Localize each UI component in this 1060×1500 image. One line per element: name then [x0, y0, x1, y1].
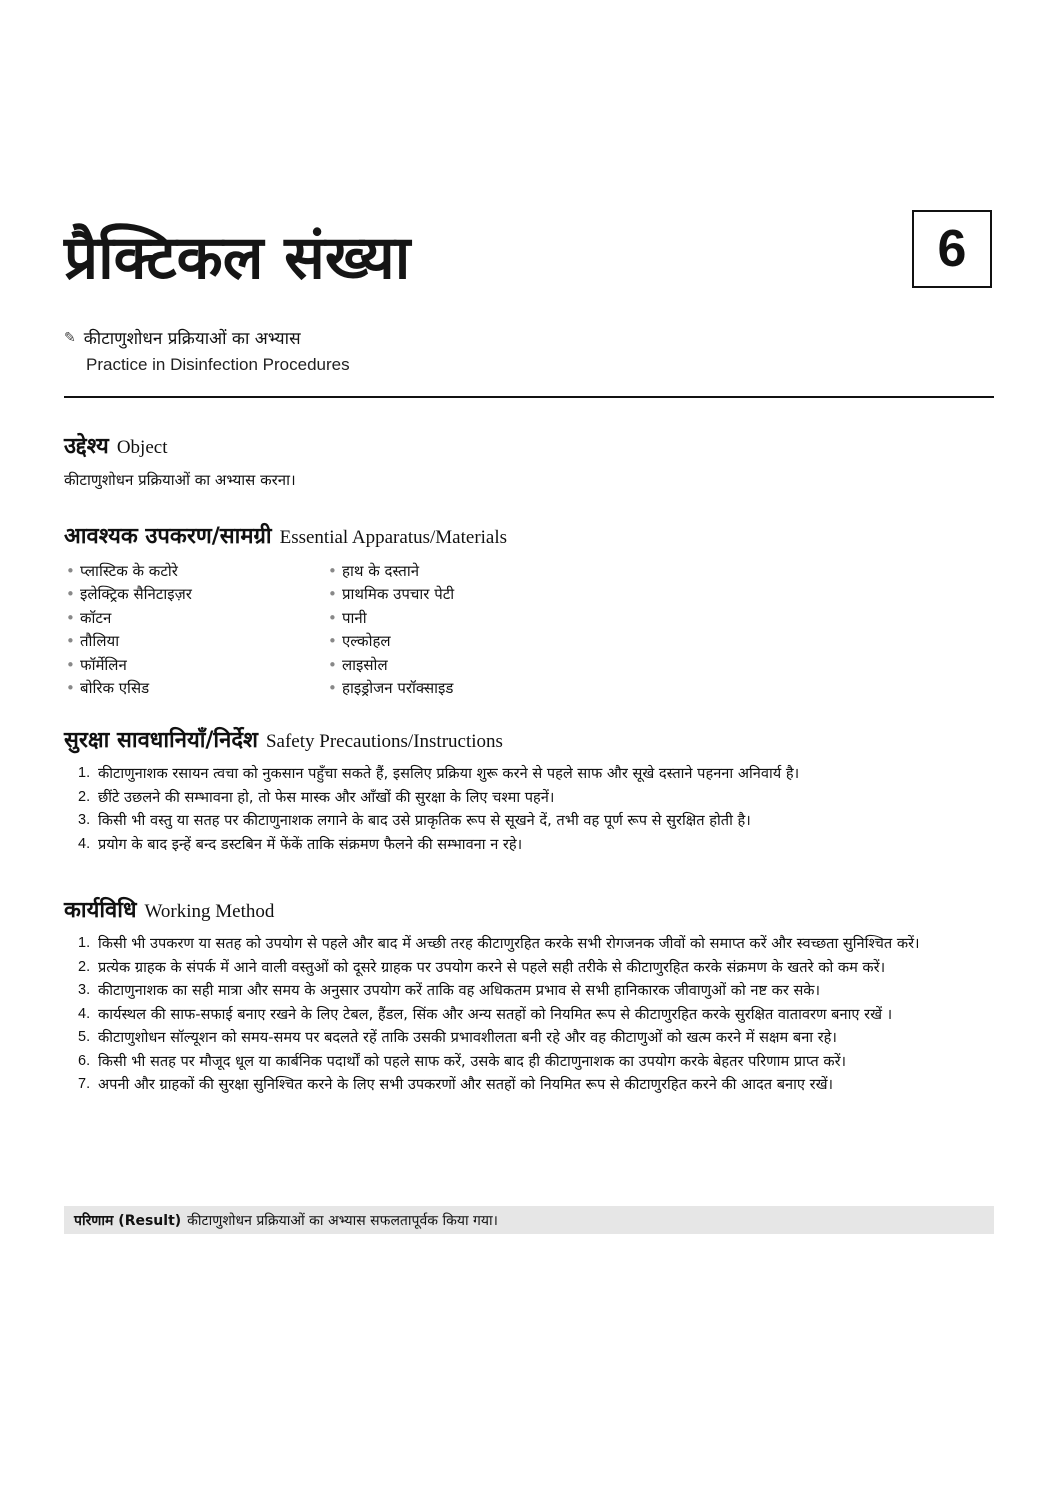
list-item: • लाइसोल: [326, 654, 588, 677]
list-item: • फॉर्मेलिन: [64, 654, 326, 677]
list-item: • कॉटन: [64, 607, 326, 630]
object-heading-english: Object: [116, 437, 168, 458]
item-text: किसी भी उपकरण या सतह को उपयोग से पहले और बाद में अच्छी तरह कीटाणुरहित करके सभी रोगजनक जीवों को समाप्त करें और स्वच्छता सुनिश्चित करें।: [98, 935, 920, 952]
apparatus-section: [64, 520, 994, 700]
item-text: कीटाणुशोधन सॉल्यूशन को समय-समय पर बदलते रहें ताकि उसकी प्रभावशीलता बनी रहे और वह कीटाणुओं को खत्म करने में सक्षम बना रहे।: [98, 1029, 837, 1046]
item-number: 3.: [78, 982, 91, 998]
item-text: कीटाणुनाशक रसायन त्वचा को नुकसान पहुँचा सकते हैं, इसलिए प्रक्रिया शुरू करने से पहले साफ और सूखे दस्ताने पहनना अनिवार्य है।: [98, 765, 800, 782]
item-number: 2.: [78, 958, 91, 975]
apparatus-heading: [64, 520, 994, 550]
method-item: [64, 1003, 994, 1027]
object-section: [64, 430, 994, 490]
method-heading: [64, 894, 994, 924]
item-number: 4.: [78, 835, 91, 852]
subtitle-block: [64, 326, 350, 375]
subtitle-hindi: कीटाणुशोधन प्रक्रियाओं का अभ्यास: [83, 329, 301, 349]
safety-list: [64, 762, 994, 856]
safety-heading-hindi: सुरक्षा सावधानियाँ/निर्देश: [64, 728, 258, 753]
list-item: • पानी: [326, 607, 588, 630]
method-item: [64, 1026, 994, 1050]
item-text: अपनी और ग्राहकों की सुरक्षा सुनिश्चित करने के लिए सभी उपकरणों और सतहों को नियमित रूप से कीटाणुरहित करने की आदत बनाए रखें।: [98, 1076, 834, 1093]
item-text: छींटे उछलने की सम्भावना हो, तो फेस मास्क और आँखों की सुरक्षा के लिए चश्मा पहनें।: [98, 788, 555, 806]
apparatus-column-2: [326, 560, 588, 700]
safety-section: [64, 724, 994, 856]
result-bar: [64, 1206, 994, 1234]
safety-heading: [64, 724, 994, 754]
apparatus-columns: [64, 560, 994, 700]
item-number: 1.: [78, 765, 91, 781]
item-number: 5.: [78, 1029, 91, 1045]
safety-item: [64, 786, 994, 810]
list-item: • हाथ के दस्ताने: [326, 560, 588, 583]
safety-item: [64, 762, 994, 786]
page-title: प्रैक्टिकल संख्या: [64, 223, 411, 293]
subtitle-english: Practice in Disinfection Procedures: [86, 355, 350, 374]
list-item: • तौलिया: [64, 630, 326, 653]
list-item: • प्राथमिक उपचार पेटी: [326, 583, 588, 606]
item-text: किसी भी वस्तु या सतह पर कीटाणुनाशक लगाने के बाद उसे प्राकृतिक रूप से सूखने दें, तभी वह पूर्ण रूप से सुरक्षित होती है।: [98, 812, 751, 829]
item-text: कीटाणुनाशक का सही मात्रा और समय के अनुसार उपयोग करें ताकि वह अधिकतम प्रभाव से सभी हानिकारक जीवाणुओं को नष्ट कर सके।: [98, 982, 821, 999]
item-number: 6.: [78, 1052, 91, 1069]
item-text: प्रत्येक ग्राहक के संपर्क में आने वाली वस्तुओं को दूसरे ग्राहक पर उपयोग करने से पहले सही तरीके से कीटाणुरहित करके संक्रमण के खतरे को कम करें।: [98, 958, 886, 976]
item-number: 7.: [78, 1076, 91, 1092]
list-item: • हाइड्रोजन परॉक्साइड: [326, 677, 588, 700]
title-row: [64, 222, 994, 302]
pen-icon: ✎: [64, 329, 76, 346]
subtitle-hindi-row: [64, 326, 350, 349]
divider-rule: [64, 396, 994, 398]
method-item: [64, 932, 994, 956]
item-text: किसी भी सतह पर मौजूद धूल या कार्बनिक पदार्थों को पहले साफ करें, उसके बाद ही कीटाणुनाशक का उपयोग करके बेहतर परिणाम प्राप्त करें।: [98, 1052, 847, 1070]
list-item: • इलेक्ट्रिक सैनिटाइज़र: [64, 583, 326, 606]
result-text: कीटाणुशोधन प्रक्रियाओं का अभ्यास सफलतापूर्वक किया गया।: [187, 1212, 498, 1229]
practical-number-box: 6: [912, 210, 992, 288]
method-item: [64, 956, 994, 980]
list-item: • एल्कोहल: [326, 630, 588, 653]
safety-item: [64, 833, 994, 857]
item-number: 2.: [78, 788, 91, 805]
object-heading: [64, 430, 994, 460]
item-number: 3.: [78, 812, 91, 828]
item-text: प्रयोग के बाद इन्हें बन्द डस्टबिन में फेंकें ताकि संक्रमण फैलने की सम्भावना न रहे।: [98, 835, 523, 853]
object-text: कीटाणुशोधन प्रक्रियाओं का अभ्यास करना।: [64, 471, 296, 489]
item-text: कार्यस्थल की साफ-सफाई बनाए रखने के लिए टेबल, हैंडल, सिंक और अन्य सतहों को नियमित रूप से कीटाणुरहित करके सुरक्षित वातावरण बनाए रखें ।: [98, 1005, 893, 1023]
list-item: • प्लास्टिक के कटोरे: [64, 560, 326, 583]
method-heading-english: Working Method: [144, 901, 275, 922]
safety-heading-english: Safety Precautions/Instructions: [265, 731, 503, 752]
method-item: [64, 979, 994, 1003]
apparatus-heading-english: Essential Apparatus/Materials: [279, 527, 508, 548]
method-item: [64, 1073, 994, 1097]
object-heading-hindi: उद्देश्य: [64, 434, 109, 459]
method-item: [64, 1050, 994, 1074]
method-section: [64, 894, 994, 1097]
result-label: परिणाम (Result): [74, 1212, 182, 1229]
list-item: • बोरिक एसिड: [64, 677, 326, 700]
apparatus-column-1: [64, 560, 326, 700]
method-list: [64, 932, 994, 1097]
safety-item: [64, 809, 994, 833]
apparatus-heading-hindi: आवश्यक उपकरण/सामग्री: [64, 524, 272, 549]
method-heading-hindi: कार्यविधि: [64, 898, 137, 923]
item-number: 1.: [78, 935, 91, 951]
item-number: 4.: [78, 1005, 91, 1022]
